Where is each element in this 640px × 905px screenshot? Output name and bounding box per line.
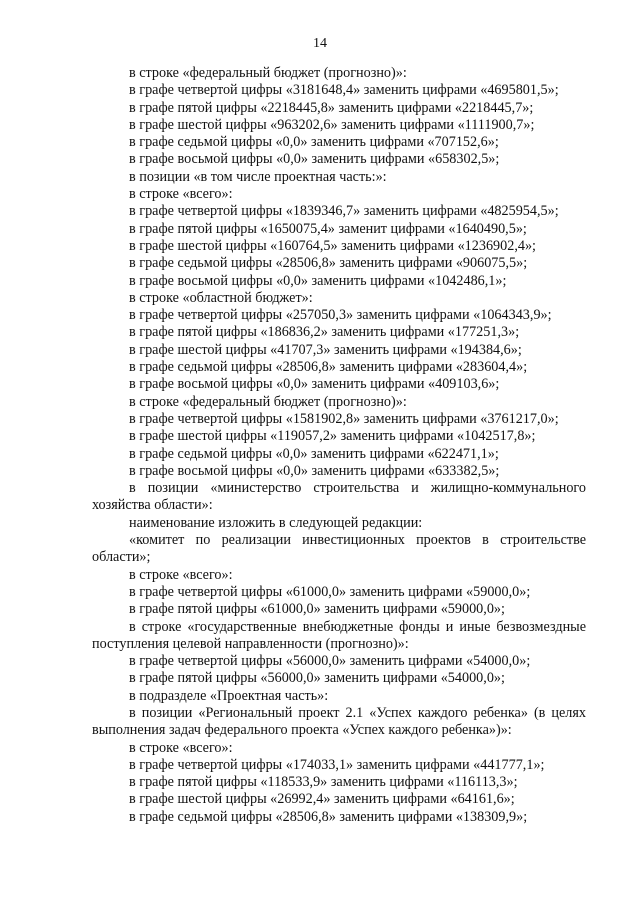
text-line: в графе шестой цифры «41707,3» заменить цифрами «194384,6»;: [129, 341, 522, 358]
text-line: в графе шестой цифры «160764,5» заменить цифрами «1236902,4»;: [129, 237, 536, 254]
text-line: в графе пятой цифры «61000,0» заменить цифрами «59000,0»;: [129, 601, 505, 618]
paragraph-funds: в строке «государственные внебюджетные фонды и иные безвозмездные поступления целевой направленности (прогнозно)»:: [92, 618, 586, 652]
text-line: в позиции «в том числе проектная часть:»:: [129, 168, 387, 185]
text-line: в графе четвертой цифры «1581902,8» заменить цифрами «3761217,0»;: [129, 410, 559, 427]
text-line: в строке «областной бюджет»:: [129, 289, 313, 306]
text-line: в графе восьмой цифры «0,0» заменить цифрами «409103,6»;: [129, 376, 500, 393]
document-body: [92, 65, 586, 826]
text-line: в графе четвертой цифры «56000,0» заменить цифрами «54000,0»;: [129, 653, 531, 670]
text-line: в строке «всего»:: [129, 739, 233, 756]
text-line: в графе восьмой цифры «0,0» заменить цифрами «658302,5»;: [129, 151, 500, 168]
text-line: в графе пятой цифры «56000,0» заменить цифрами «54000,0»;: [129, 670, 505, 687]
text-line: в строке «федеральный бюджет (прогнозно)»:: [129, 393, 407, 410]
text-line: в графе четвертой цифры «3181648,4» заменить цифрами «4695801,5»;: [129, 82, 559, 99]
paragraph-ministry: в позиции «министерство строительства и жилищно-коммунального хозяйства области»:: [92, 480, 586, 514]
text-line: в графе седьмой цифры «28506,8» заменить цифрами «138309,9»;: [129, 808, 528, 825]
text-line: в графе четвертой цифры «257050,3» заменить цифрами «1064343,9»;: [129, 307, 552, 324]
text-line: наименование изложить в следующей редакции:: [129, 514, 423, 531]
page-number: 14: [313, 36, 327, 51]
text-line: в графе четвертой цифры «174033,1» заменить цифрами «441777,1»;: [129, 756, 545, 773]
text-line: в графе восьмой цифры «0,0» заменить цифрами «1042486,1»;: [129, 272, 507, 289]
text-line: в подразделе «Проектная часть»:: [129, 687, 329, 704]
text-line: в графе шестой цифры «119057,2» заменить цифрами «1042517,8»;: [129, 428, 536, 445]
text-line: в графе пятой цифры «2218445,8» заменить цифрами «2218445,7»;: [129, 99, 534, 116]
text-line: в графе шестой цифры «963202,6» заменить цифрами «1111900,7»;: [129, 116, 535, 133]
text-line: в строке «всего»:: [129, 186, 233, 203]
text-line: в строке «федеральный бюджет (прогнозно)»:: [129, 65, 407, 81]
paragraph-project: в позиции «Региональный проект 2.1 «Успех каждого ребенка» (в целях выполнения задач федерального проекта «Успех каждого ребенка»)»:: [92, 704, 586, 739]
text-line: в графе седьмой цифры «28506,8» заменить цифрами «906075,5»;: [129, 255, 528, 272]
text-line: в графе седьмой цифры «0,0» заменить цифрами «622471,1»;: [129, 445, 499, 462]
text-line: в графе шестой цифры «26992,4» заменить цифрами «64161,6»;: [129, 791, 515, 808]
text-line: в графе пятой цифры «186836,2» заменить цифрами «177251,3»;: [129, 324, 520, 341]
text-line: в графе седьмой цифры «0,0» заменить цифрами «707152,6»;: [129, 134, 499, 151]
text-line: в графе пятой цифры «1650075,4» заменит цифрами «1640490,5»;: [129, 220, 527, 237]
text-line: в графе пятой цифры «118533,9» заменить цифрами «116113,3»;: [129, 774, 518, 791]
paragraph-committee: «комитет по реализации инвестиционных проектов в строительстве области»;: [92, 532, 586, 566]
text-line: в графе седьмой цифры «28506,8» заменить цифрами «283604,4»;: [129, 359, 528, 376]
text-line: в графе четвертой цифры «1839346,7» заменить цифрами «4825954,5»;: [129, 203, 559, 220]
text-line: в строке «всего»:: [129, 566, 233, 583]
text-line: в графе четвертой цифры «61000,0» заменить цифрами «59000,0»;: [129, 583, 531, 600]
text-line: в графе восьмой цифры «0,0» заменить цифрами «633382,5»;: [129, 462, 500, 479]
